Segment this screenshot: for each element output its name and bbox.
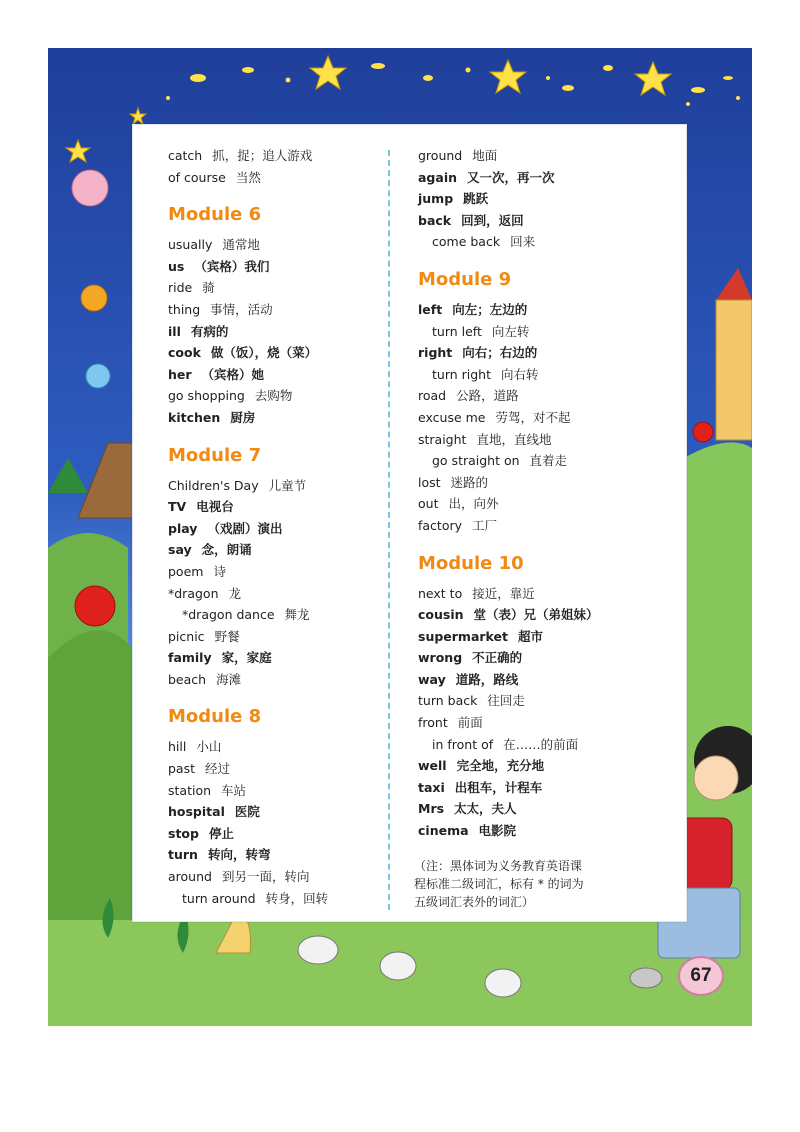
- english-word: stop: [168, 825, 199, 841]
- english-word: say: [168, 542, 192, 558]
- vocab-entry: [168, 518, 380, 540]
- english-word: next to: [418, 585, 463, 601]
- english-word: lost: [418, 474, 441, 490]
- english-word: well: [418, 758, 447, 774]
- mouse-icon: [380, 952, 416, 980]
- vocab-entry: [418, 342, 648, 364]
- vocab-entry: [418, 299, 648, 321]
- english-word: taxi: [418, 779, 445, 795]
- balloon-icon: [81, 285, 107, 311]
- chinese-meaning: （宾格）她: [201, 366, 265, 382]
- vocab-entry: [168, 866, 380, 888]
- chinese-meaning: 当然: [235, 169, 261, 185]
- english-word: ground: [418, 148, 463, 163]
- english-word: hospital: [168, 804, 225, 820]
- chinese-meaning: 在……的前面: [503, 736, 579, 752]
- vocab-entry: [418, 583, 648, 605]
- footnote-line: 五级词汇表外的词汇）: [414, 895, 535, 909]
- chinese-meaning: 太太，夫人: [454, 801, 517, 817]
- chinese-meaning: 地面: [472, 148, 498, 163]
- vocab-entry: [418, 145, 648, 167]
- chinese-meaning: 停止: [208, 825, 234, 841]
- english-word: usually: [168, 237, 213, 253]
- right-vocabulary-column: [418, 145, 648, 842]
- chinese-meaning: 做（饭），烧（菜）: [210, 345, 318, 361]
- chinese-meaning: 道路，路线: [455, 671, 519, 687]
- chinese-meaning: 通常地: [222, 237, 260, 253]
- chinese-meaning: 小山: [196, 739, 222, 755]
- vocab-entry: [168, 539, 380, 561]
- vocab-entry: [418, 734, 648, 756]
- chinese-meaning: 医院: [234, 804, 260, 820]
- vocab-entry: [168, 844, 380, 866]
- chinese-meaning: 厨房: [230, 409, 256, 425]
- vocab-entry: [168, 342, 380, 364]
- vocab-entry: [418, 407, 648, 429]
- vocab-entry: [418, 515, 648, 537]
- chinese-meaning: 到另一面，转向: [221, 869, 310, 885]
- star-icon: [490, 60, 526, 93]
- english-word: turn around: [182, 890, 256, 906]
- english-word: again: [418, 169, 458, 185]
- vocab-entry: [168, 167, 380, 189]
- english-word: in front of: [432, 736, 494, 752]
- star-icon: [66, 140, 90, 162]
- english-word: Children's Day: [168, 477, 259, 493]
- english-word: back: [418, 212, 452, 228]
- english-word: *dragon: [168, 585, 219, 601]
- english-word: us: [168, 258, 185, 274]
- vocab-entry: [168, 234, 380, 256]
- vocab-entry: [418, 712, 648, 734]
- vocab-entry: [168, 647, 380, 669]
- balloon-icon: [72, 170, 108, 206]
- english-word: beach: [168, 671, 207, 687]
- english-word: of course: [168, 169, 226, 185]
- chinese-meaning: 不正确的: [472, 650, 523, 666]
- english-word: hill: [168, 739, 187, 755]
- english-word: picnic: [168, 628, 205, 644]
- apple-icon: [693, 422, 713, 442]
- vocab-entry: [168, 801, 380, 823]
- star-icon: [310, 56, 346, 89]
- english-word: turn back: [418, 693, 478, 709]
- english-word: go straight on: [432, 453, 520, 469]
- vocab-entry: [418, 777, 648, 799]
- chinese-meaning: 去购物: [254, 388, 293, 404]
- vocab-entry: [418, 210, 648, 232]
- chinese-meaning: （戏剧）演出: [207, 520, 283, 536]
- star-icon: [130, 108, 146, 124]
- vocab-entry: [418, 450, 648, 472]
- english-word: straight: [418, 431, 467, 447]
- english-word: TV: [168, 499, 187, 515]
- chinese-meaning: 回到，返回: [461, 212, 524, 228]
- vocab-entry: [418, 604, 648, 626]
- chinese-meaning: （宾格）我们: [194, 258, 270, 274]
- vocab-entry: [168, 496, 380, 518]
- star-icon: [635, 62, 671, 95]
- chinese-meaning: 龙: [228, 585, 242, 601]
- vocab-entry: [418, 755, 648, 777]
- chinese-meaning: 转身，回转: [265, 890, 329, 906]
- english-word: turn left: [432, 323, 482, 339]
- footnote-line: 程标准二级词汇，标有 * 的词为: [414, 877, 584, 891]
- english-word: factory: [418, 517, 463, 533]
- english-word: left: [418, 301, 443, 317]
- english-word: station: [168, 782, 212, 798]
- chinese-meaning: 抓，捉；追人游戏: [212, 148, 313, 163]
- page-number: 67: [678, 956, 724, 996]
- footnote-line: （注：黑体词为义务教育英语课: [414, 859, 583, 873]
- vocab-entry: [418, 647, 648, 669]
- chinese-meaning: 事情，活动: [210, 301, 273, 317]
- chinese-meaning: 直着走: [529, 453, 568, 469]
- module-heading: Module 8: [168, 706, 262, 728]
- chinese-meaning: 公路，道路: [456, 388, 519, 404]
- english-word: road: [418, 388, 447, 404]
- chinese-meaning: 堂（表）兄（弟姐妹）: [473, 607, 599, 623]
- vocab-entry: [168, 604, 380, 626]
- vocab-entry: [168, 758, 380, 780]
- english-word: go shopping: [168, 388, 245, 404]
- chinese-meaning: 车站: [221, 782, 247, 798]
- chinese-meaning: 儿童节: [268, 477, 307, 493]
- apple-icon: [75, 586, 115, 626]
- vocab-entry: [418, 231, 648, 253]
- vocab-entry: [168, 888, 380, 910]
- vocab-entry: [168, 669, 380, 691]
- vocab-entry: [168, 299, 380, 321]
- vocab-entry: [418, 385, 648, 407]
- vocab-entry: [168, 583, 380, 605]
- mouse-icon: [298, 936, 338, 964]
- vocab-entry: [168, 736, 380, 758]
- chinese-meaning: 超市: [517, 628, 543, 644]
- vocab-entry: [418, 626, 648, 648]
- chinese-meaning: 完全地，充分地: [456, 758, 545, 774]
- chinese-meaning: 出，向外: [448, 496, 499, 512]
- module-heading: Module 9: [418, 268, 512, 290]
- chinese-meaning: 迷路的: [450, 474, 489, 490]
- left-vocabulary-column: [168, 145, 380, 909]
- chinese-meaning: 转向，转弯: [207, 847, 271, 863]
- english-word: front: [418, 715, 448, 731]
- chinese-meaning: 电视台: [196, 499, 234, 515]
- english-word: past: [168, 761, 196, 777]
- vocab-entry: [418, 472, 648, 494]
- vocab-entry: [168, 321, 380, 343]
- vocab-entry: [168, 561, 380, 583]
- english-word: wrong: [418, 650, 463, 666]
- english-word: cook: [168, 345, 201, 361]
- balloon-icon: [86, 364, 110, 388]
- english-word: around: [168, 869, 212, 885]
- module-heading: Module 7: [168, 444, 262, 466]
- english-word: thing: [168, 301, 201, 317]
- mouse-icon: [630, 968, 662, 988]
- chinese-meaning: 跳跃: [463, 191, 489, 207]
- chinese-meaning: 海滩: [216, 671, 242, 687]
- english-word: ill: [168, 323, 181, 339]
- english-word: turn: [168, 847, 198, 863]
- vocab-entry: [418, 188, 648, 210]
- vocab-entry: [418, 321, 648, 343]
- english-word: supermarket: [418, 628, 508, 644]
- chinese-meaning: 有病的: [190, 323, 229, 339]
- chinese-meaning: 向右转: [501, 366, 539, 382]
- vocab-entry: [168, 475, 380, 497]
- english-word: excuse me: [418, 409, 486, 425]
- english-word: cousin: [418, 607, 464, 623]
- vocab-entry: [168, 364, 380, 386]
- english-word: her: [168, 366, 192, 382]
- chinese-meaning: 工厂: [472, 517, 498, 533]
- chinese-meaning: 电影院: [478, 823, 517, 839]
- vocab-entry: [418, 820, 648, 842]
- chinese-meaning: 回来: [510, 234, 536, 250]
- chinese-meaning: 经过: [205, 761, 231, 777]
- vocab-entry: [418, 167, 648, 189]
- english-word: out: [418, 496, 439, 512]
- english-word: come back: [432, 234, 501, 250]
- chinese-meaning: 往回走: [487, 693, 525, 709]
- chinese-meaning: 出租车，计程车: [454, 779, 543, 795]
- english-word: way: [418, 671, 446, 687]
- english-word: ride: [168, 280, 193, 296]
- module-heading: Module 6: [168, 204, 262, 226]
- chinese-meaning: 家，家庭: [221, 650, 272, 666]
- chinese-meaning: 向右；右边的: [462, 345, 538, 361]
- module-heading: Module 10: [418, 552, 524, 574]
- vocab-entry: [418, 364, 648, 386]
- english-word: family: [168, 650, 212, 666]
- english-word: kitchen: [168, 409, 221, 425]
- chinese-meaning: 直地，直线地: [476, 431, 552, 447]
- chinese-meaning: 劳驾，对不起: [495, 409, 571, 425]
- vocab-entry: [168, 145, 380, 167]
- vocab-entry: [168, 780, 380, 802]
- vocab-entry: [168, 277, 380, 299]
- column-divider: [388, 150, 390, 910]
- vocab-entry: [168, 385, 380, 407]
- english-word: poem: [168, 563, 204, 579]
- vocab-entry: [168, 407, 380, 429]
- chinese-meaning: 念，朗诵: [201, 542, 252, 558]
- english-word: Mrs: [418, 801, 445, 817]
- footnote: [414, 857, 584, 911]
- english-word: *dragon dance: [182, 607, 275, 623]
- chinese-meaning: 向左转: [491, 323, 530, 339]
- chinese-meaning: 诗: [213, 563, 226, 579]
- english-word: right: [418, 345, 453, 361]
- chinese-meaning: 又一次，再一次: [467, 169, 555, 185]
- vocab-entry: [418, 669, 648, 691]
- vocab-entry: [168, 823, 380, 845]
- english-word: play: [168, 520, 198, 536]
- english-word: catch: [168, 148, 203, 163]
- vocab-entry: [418, 429, 648, 451]
- vocab-entry: [168, 256, 380, 278]
- english-word: cinema: [418, 823, 469, 839]
- chinese-meaning: 接近，靠近: [472, 585, 535, 601]
- chinese-meaning: 野餐: [214, 628, 240, 644]
- mouse-icon: [485, 969, 521, 997]
- chinese-meaning: 骑: [202, 280, 215, 296]
- english-word: jump: [418, 191, 454, 207]
- vocab-entry: [418, 690, 648, 712]
- vocab-entry: [168, 626, 380, 648]
- vocab-entry: [418, 798, 648, 820]
- english-word: turn right: [432, 366, 492, 382]
- vocab-entry: [418, 493, 648, 515]
- chinese-meaning: 舞龙: [284, 607, 310, 623]
- chinese-meaning: 前面: [457, 715, 483, 731]
- chinese-meaning: 向左；左边的: [452, 301, 528, 317]
